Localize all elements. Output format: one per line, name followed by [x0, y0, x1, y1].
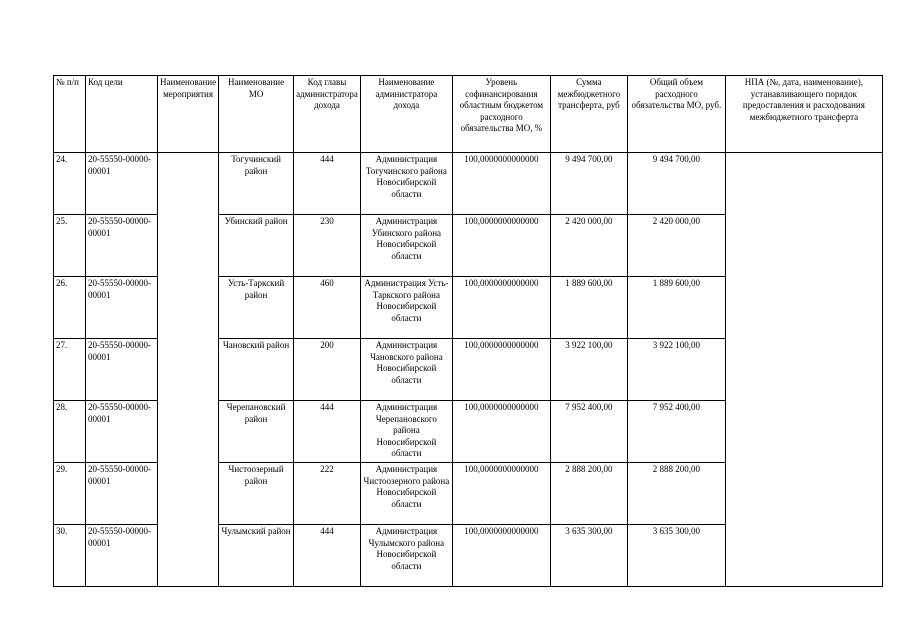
row-num: 26.	[54, 277, 86, 339]
row-transfer-sum: 2 888 200,00	[550, 463, 627, 525]
row-mo-name: Чистоозерный район	[219, 463, 294, 525]
row-admin-name: Администрация Тогучинского района Новосибирской области	[360, 153, 452, 215]
row-admin-code: 222	[294, 463, 361, 525]
row-mo-name: Чановский район	[219, 339, 294, 401]
row-num: 28.	[54, 401, 86, 463]
header-npa: НПА (№, дата, наименование), устанавливающего порядок предоставления и расходования межбюджетного трансферта	[725, 76, 882, 153]
header-goal-code: Код цели	[86, 76, 158, 153]
header-admin-name: Наименование администратора дохода	[360, 76, 452, 153]
row-total-obligation: 7 952 400,00	[627, 401, 725, 463]
header-cofinancing: Уровень софинансирования областным бюджетом расходного обязательства МО, %	[452, 76, 550, 153]
row-mo-name: Тогучинский район	[219, 153, 294, 215]
table-header-row	[54, 76, 883, 153]
row-transfer-sum: 3 922 100,00	[550, 339, 627, 401]
row-num: 29.	[54, 463, 86, 525]
npa-cell	[725, 153, 882, 587]
header-transfer-sum: Сумма межбюджетного трансферта, руб	[550, 76, 627, 153]
row-admin-name: Администрация Чулымского района Новосибирской области	[360, 525, 452, 587]
header-total-obligation: Общий объем расходного обязательства МО, руб.	[627, 76, 725, 153]
row-admin-name: Администрация Черепановского района Новосибирской области	[360, 401, 452, 463]
row-cofinancing: 100,0000000000000	[452, 339, 550, 401]
row-admin-code: 444	[294, 401, 361, 463]
header-num: № п/п	[54, 76, 86, 153]
row-transfer-sum: 3 635 300,00	[550, 525, 627, 587]
row-admin-name: Администрация Чистоозерного района Новосибирской области	[360, 463, 452, 525]
row-mo-name: Черепановский район	[219, 401, 294, 463]
row-transfer-sum: 7 952 400,00	[550, 401, 627, 463]
row-total-obligation: 3 922 100,00	[627, 339, 725, 401]
row-total-obligation: 2 888 200,00	[627, 463, 725, 525]
row-total-obligation: 9 494 700,00	[627, 153, 725, 215]
table-row	[54, 153, 883, 215]
row-goal-code: 20-55550-00000-00001	[86, 463, 158, 525]
row-goal-code: 20-55550-00000-00001	[86, 339, 158, 401]
row-mo-name: Чулымский район	[219, 525, 294, 587]
row-cofinancing: 100,0000000000000	[452, 401, 550, 463]
row-goal-code: 20-55550-00000-00001	[86, 525, 158, 587]
row-num: 24.	[54, 153, 86, 215]
row-admin-code: 444	[294, 525, 361, 587]
row-goal-code: 20-55550-00000-00001	[86, 215, 158, 277]
row-total-obligation: 2 420 000,00	[627, 215, 725, 277]
header-admin-code: Код главы администратора дохода	[294, 76, 361, 153]
event-name-cell	[158, 153, 219, 587]
row-mo-name: Убинский район	[219, 215, 294, 277]
row-num: 25.	[54, 215, 86, 277]
document-page	[53, 75, 883, 587]
row-cofinancing: 100,0000000000000	[452, 153, 550, 215]
row-transfer-sum: 2 420 000,00	[550, 215, 627, 277]
row-num: 27.	[54, 339, 86, 401]
transfers-table	[53, 75, 883, 587]
header-mo-name: Наименование МО	[219, 76, 294, 153]
row-cofinancing: 100,0000000000000	[452, 277, 550, 339]
row-cofinancing: 100,0000000000000	[452, 215, 550, 277]
row-admin-code: 444	[294, 153, 361, 215]
row-cofinancing: 100,0000000000000	[452, 463, 550, 525]
row-cofinancing: 100,0000000000000	[452, 525, 550, 587]
row-transfer-sum: 9 494 700,00	[550, 153, 627, 215]
row-admin-code: 460	[294, 277, 361, 339]
row-admin-code: 200	[294, 339, 361, 401]
row-total-obligation: 3 635 300,00	[627, 525, 725, 587]
row-admin-name: Администрация Убинского района Новосибирской области	[360, 215, 452, 277]
row-goal-code: 20-55550-00000-00001	[86, 401, 158, 463]
row-admin-name: Администрация Чановского района Новосибирской области	[360, 339, 452, 401]
row-transfer-sum: 1 889 600,00	[550, 277, 627, 339]
row-num: 30.	[54, 525, 86, 587]
row-admin-code: 230	[294, 215, 361, 277]
header-event-name: Наименование мероприятия	[158, 76, 219, 153]
row-goal-code: 20-55550-00000-00001	[86, 277, 158, 339]
row-admin-name: Администрация Усть-Таркского района Новосибирской области	[360, 277, 452, 339]
row-mo-name: Усть-Таркский район	[219, 277, 294, 339]
row-goal-code: 20-55550-00000-00001	[86, 153, 158, 215]
row-total-obligation: 1 889 600,00	[627, 277, 725, 339]
